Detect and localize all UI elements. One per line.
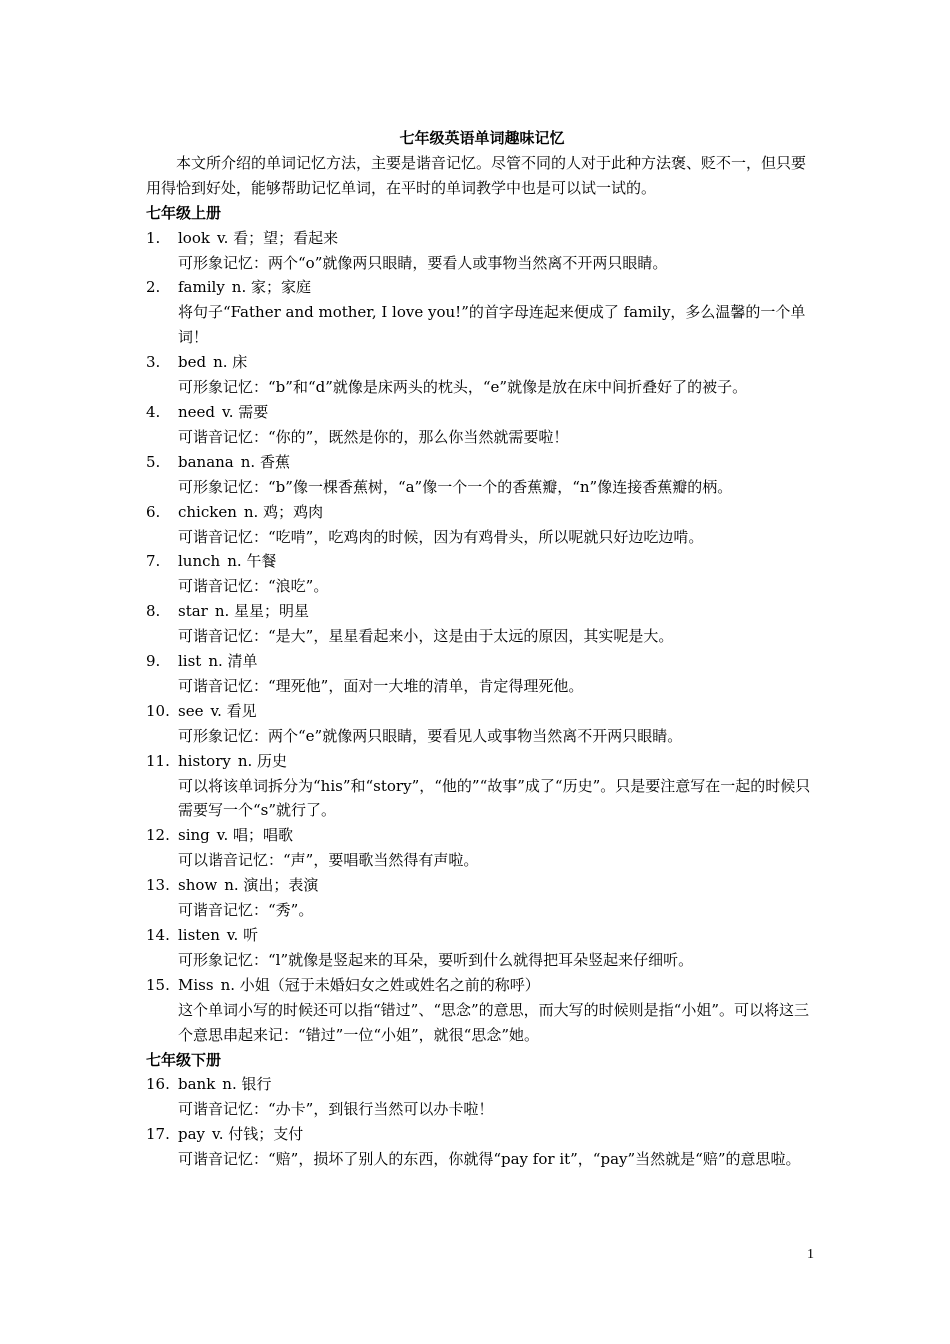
vocab-item-head (146, 699, 818, 724)
vocab-pos-meaning: n. 家；家庭 (231, 278, 311, 297)
vocab-mnemonic: 可谐音记忆：“你的”，既然是你的，那么你当然就需要啦！ (178, 427, 569, 446)
sections-container (146, 201, 818, 1172)
vocab-item-head (146, 500, 818, 525)
vocab-mnemonic: 可以谐音记忆：“声”，要唱歌当然得有声啦。 (178, 851, 479, 870)
item-number: 7. (146, 552, 161, 571)
item-number: 6. (146, 502, 161, 521)
page-number: 1 (807, 1247, 814, 1262)
vocab-item (146, 749, 818, 824)
vocab-word: history (178, 751, 231, 770)
vocab-word: lunch (178, 552, 221, 571)
vocab-mnemonic: 可谐音记忆：“秀”。 (178, 901, 314, 920)
vocab-item (146, 599, 818, 649)
vocab-item (146, 275, 818, 350)
vocab-word: show (178, 876, 218, 895)
item-number: 15. (146, 975, 170, 994)
vocab-item-head (146, 1122, 818, 1147)
vocab-mnemonic: 可谐音记忆：“办卡”，到银行当然可以办卡啦！ (178, 1100, 494, 1119)
vocab-item (146, 500, 818, 550)
vocab-pos-meaning: n. 清单 (208, 652, 258, 671)
vocab-pos-meaning: n. 小姐（冠于未婚妇女之姓或姓名之前的称呼） (220, 975, 540, 994)
vocab-pos-meaning: n. 床 (213, 353, 248, 372)
vocab-item-head (146, 823, 818, 848)
vocab-item-head (146, 549, 818, 574)
vocab-word: need (178, 402, 216, 421)
vocab-item (146, 873, 818, 923)
vocab-item-head (146, 599, 818, 624)
vocab-item-head (146, 450, 818, 475)
vocab-item (146, 1122, 818, 1172)
vocab-item-head (146, 873, 818, 898)
document-title: 七年级英语单词趣味记忆 (399, 129, 565, 147)
vocab-word: sing (178, 826, 210, 845)
vocab-pos-meaning: v. 听 (226, 926, 259, 944)
vocab-mnemonic: 可谐音记忆：“赔”，损坏了别人的东西，你就得“pay for it”，“pay”当然就是“赔”的意思啦。 (178, 1150, 801, 1169)
vocab-mnemonic: 可以将该单词拆分为“his”和“story”，“他的”“故事”成了“历史”。只是要注意写在一起的时候只需要写一个“s”就行了。 (178, 776, 811, 820)
vocab-item (146, 973, 818, 1048)
section-heading: 七年级上册 (146, 203, 222, 222)
vocab-item-head (146, 749, 818, 774)
intro-paragraph: 本文所介绍的单词记忆方法，主要是谐音记忆。尽管不同的人对于此种方法褒、贬不一，但只要用得恰到好处，能够帮助记忆单词，在平时的单词教学中也是可以试一试的。 (146, 153, 807, 197)
item-number: 14. (146, 926, 170, 944)
vocab-mnemonic: 可谐音记忆：“吃啃”，吃鸡肉的时候，因为有鸡骨头，所以呢就只好边吃边啃。 (178, 527, 704, 546)
item-number: 13. (146, 876, 170, 895)
vocab-pos-meaning: v. 唱；唱歌 (216, 826, 293, 845)
item-number: 10. (146, 701, 170, 720)
item-number: 9. (146, 652, 161, 671)
vocab-mnemonic: 可形象记忆：两个“o”就像两只眼睛，要看人或事物当然离不开两只眼睛。 (178, 253, 668, 272)
vocab-pos-meaning: n. 星星；明星 (214, 602, 310, 621)
vocab-item-head (146, 1072, 818, 1097)
vocab-pos-meaning: n. 鸡；鸡肉 (243, 502, 324, 521)
vocab-pos-meaning: n. 午餐 (227, 552, 277, 571)
item-number: 17. (146, 1125, 170, 1144)
item-number: 12. (146, 826, 170, 845)
vocab-pos-meaning: n. 演出；表演 (224, 876, 319, 895)
vocab-pos-meaning: v. 付钱；支付 (212, 1125, 304, 1144)
vocab-word: chicken (178, 502, 237, 521)
vocab-item (146, 549, 818, 599)
vocab-pos-meaning: v. 看；望；看起来 (216, 228, 339, 247)
document-body (146, 126, 818, 1172)
vocab-mnemonic: 可谐音记忆：“理死他”，面对一大堆的清单，肯定得理死他。 (178, 676, 584, 695)
item-number: 2. (146, 278, 161, 297)
vocab-word: listen (178, 926, 220, 944)
vocab-item-head (146, 923, 818, 948)
item-number: 1. (146, 228, 161, 247)
vocab-mnemonic: 可形象记忆：“b”和“d”就像是床两头的枕头，“e”就像是放在床中间折叠好了的被子。 (178, 378, 748, 397)
vocab-word: see (178, 701, 204, 720)
vocab-mnemonic: 可形象记忆：两个“e”就像两只眼睛，要看见人或事物当然离不开两只眼睛。 (178, 726, 683, 745)
vocab-mnemonic: 可谐音记忆：“是大”，星星看起来小，这是由于太远的原因，其实呢是大。 (178, 627, 674, 646)
vocab-mnemonic: 将句子“Father and mother, I love you!”的首字母连起来便成了 family，多么温馨的一个单词！ (178, 303, 806, 347)
vocab-pos-meaning: n. 香蕉 (240, 452, 290, 471)
vocab-pos-meaning: v. 需要 (222, 402, 269, 421)
vocab-item-head (146, 649, 818, 674)
vocab-item (146, 649, 818, 699)
vocab-item-head (146, 400, 818, 425)
vocab-word: Miss (178, 975, 214, 994)
vocab-item-head (146, 275, 818, 300)
vocab-word: family (178, 278, 225, 297)
vocab-item (146, 450, 818, 500)
item-number: 11. (146, 751, 170, 770)
vocab-pos-meaning: n. 银行 (222, 1075, 272, 1094)
vocab-word: pay (178, 1125, 206, 1144)
vocab-mnemonic: 可形象记忆：“l”就像是竖起来的耳朵，要听到什么就得把耳朵竖起来仔细听。 (178, 950, 694, 969)
vocab-item (146, 350, 818, 400)
vocab-item-head (146, 226, 818, 251)
vocab-pos-meaning: n. 历史 (237, 751, 288, 770)
vocab-word: bank (178, 1075, 216, 1094)
item-number: 8. (146, 602, 161, 621)
vocab-item (146, 823, 818, 873)
vocab-word: banana (178, 452, 234, 471)
section-heading: 七年级下册 (146, 1050, 222, 1069)
vocab-mnemonic: 可形象记忆：“b”像一棵香蕉树，“a”像一个一个的香蕉瓣，“n”像连接香蕉瓣的柄。 (178, 477, 733, 496)
vocab-word: look (178, 228, 210, 247)
vocab-item (146, 923, 818, 973)
item-number: 3. (146, 353, 161, 372)
vocab-item (146, 400, 818, 450)
item-number: 16. (146, 1075, 170, 1094)
vocab-pos-meaning: v. 看见 (210, 701, 257, 720)
vocab-item (146, 226, 818, 276)
vocab-item (146, 699, 818, 749)
vocab-item-head (146, 350, 818, 375)
item-number: 5. (146, 452, 161, 471)
vocab-word: star (178, 602, 208, 621)
vocab-mnemonic: 可谐音记忆：“浪吃”。 (178, 577, 329, 596)
vocab-item-head (146, 973, 818, 998)
vocab-word: list (178, 652, 202, 671)
item-number: 4. (146, 402, 161, 421)
vocab-mnemonic: 这个单词小写的时候还可以指“错过”、“思念”的意思，而大写的时候则是指“小姐”。可以将这三个意思串起来记：“错过”一位“小姐”，就很“思念”她。 (178, 1000, 810, 1044)
vocab-word: bed (178, 353, 207, 372)
vocab-item (146, 1072, 818, 1122)
